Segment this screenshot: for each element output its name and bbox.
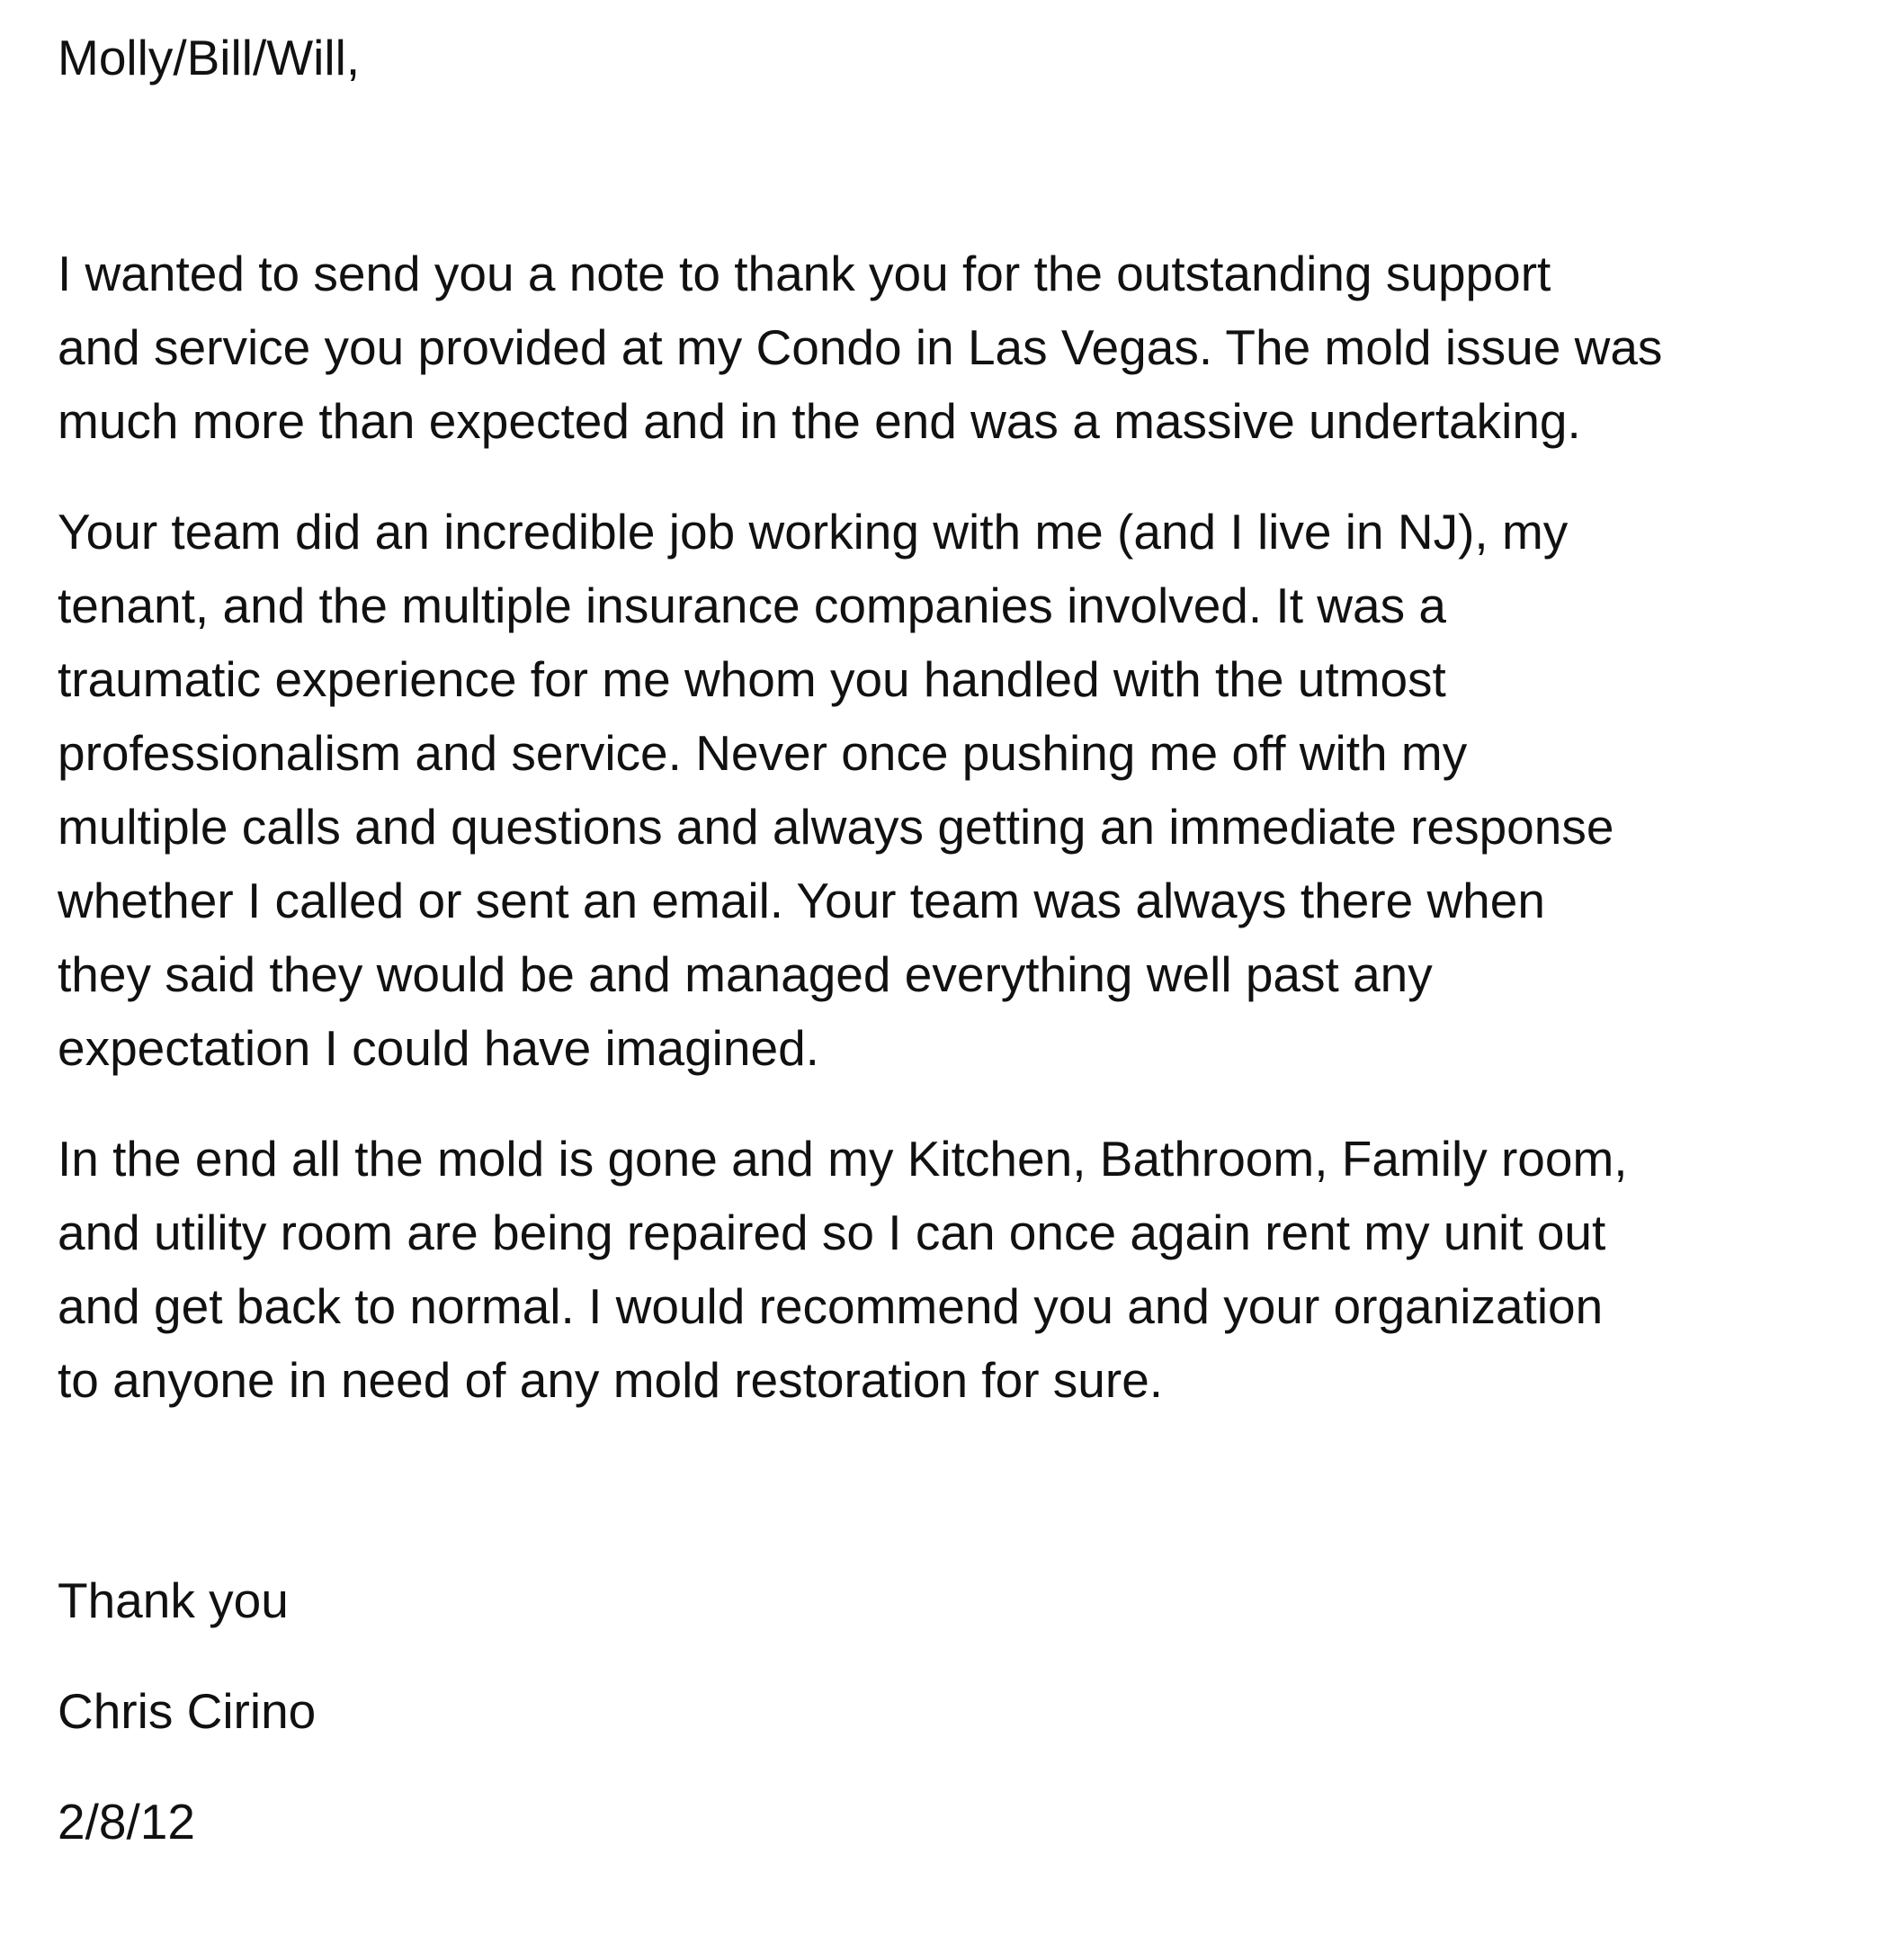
paragraph-line: tenant, and the multiple insurance companies involved. It was a: [58, 578, 1446, 633]
paragraph-line: they said they would be and managed everything well past any: [58, 946, 1433, 1002]
closing: Thank you: [58, 1572, 289, 1628]
letter-page: [58, 0, 1856, 1944]
signature-name: Chris Cirino: [58, 1683, 317, 1739]
paragraph-line: I wanted to send you a note to thank you for the outstanding support: [58, 246, 1551, 301]
paragraph-line: professionalism and service. Never once pushing me off with my: [58, 725, 1468, 781]
paragraph-line: In the end all the mold is gone and my Kitchen, Bathroom, Family room,: [58, 1131, 1628, 1187]
paragraph-line: whether I called or sent an email. Your team was always there when: [58, 873, 1545, 928]
paragraph-line: to anyone in need of any mold restoration for sure.: [58, 1352, 1164, 1408]
salutation: Molly/Bill/Will,: [58, 30, 361, 85]
paragraph-line: and service you provided at my Condo in Las Vegas. The mold issue was: [58, 319, 1663, 375]
letter-date: 2/8/12: [58, 1794, 195, 1850]
paragraph-line: traumatic experience for me whom you handled with the utmost: [58, 651, 1446, 707]
paragraph-line: and utility room are being repaired so I can once again rent my unit out: [58, 1205, 1606, 1260]
paragraph-line: multiple calls and questions and always getting an immediate response: [58, 799, 1614, 855]
paragraph-line: and get back to normal. I would recommend you and your organization: [58, 1278, 1604, 1334]
paragraph-line: expectation I could have imagined.: [58, 1020, 819, 1076]
paragraph-line: Your team did an incredible job working with me (and I live in NJ), my: [58, 504, 1569, 560]
paragraph-line: much more than expected and in the end was a massive undertaking.: [58, 393, 1581, 449]
